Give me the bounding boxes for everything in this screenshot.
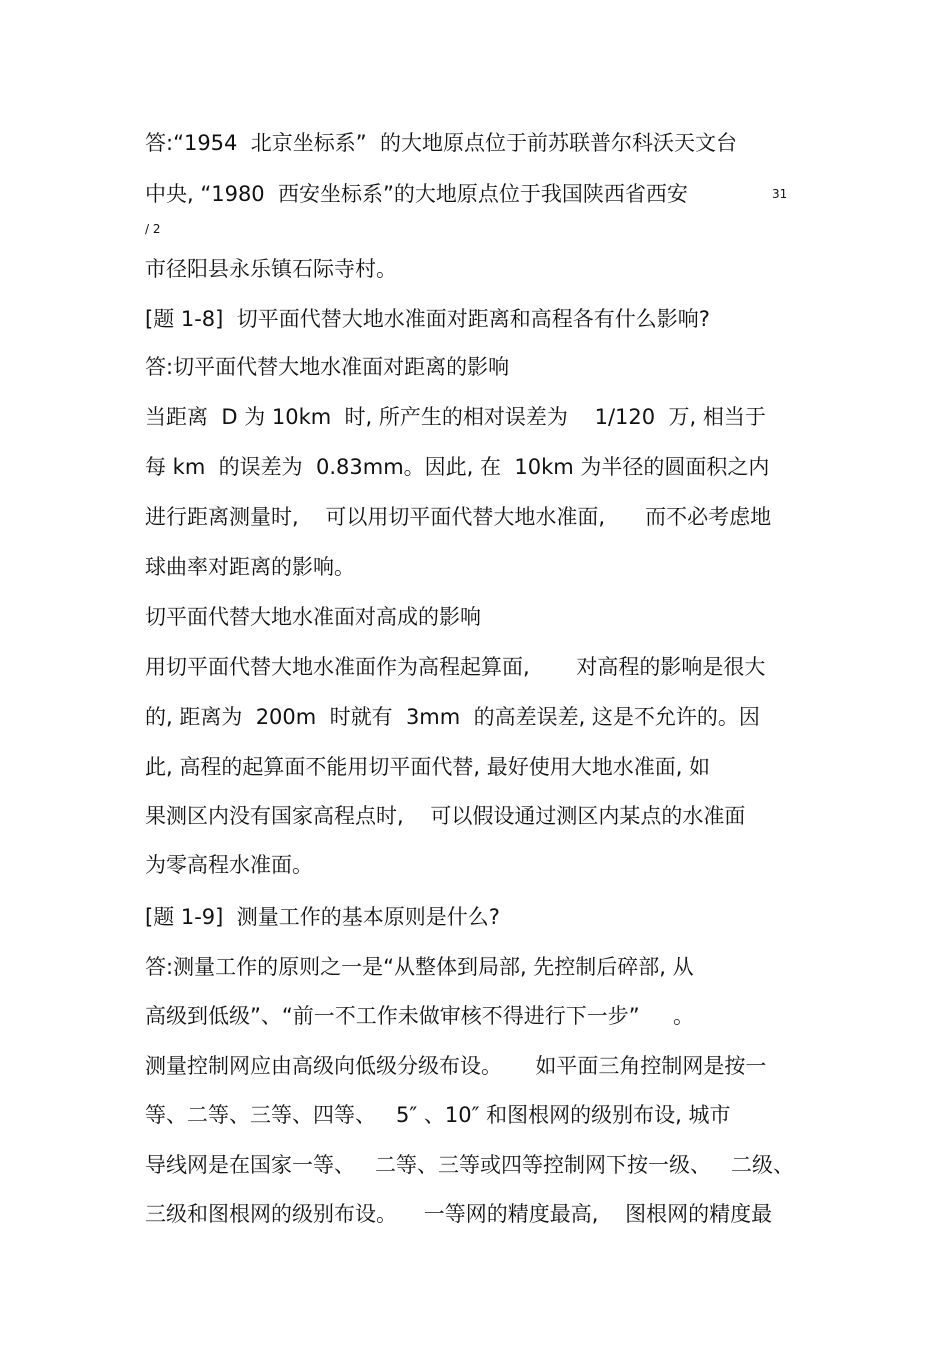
question-1-8: [题 1-8] 切平面代替大地水准面对距离和高程各有什么影响? xyxy=(145,307,710,331)
text-line-5: 答:切平面代替大地水准面对距离的影响 xyxy=(145,355,510,379)
text-line-6: 当距离 D 为 10km 时, 所产生的相对误差为 1/120 万, 相当于 xyxy=(145,405,766,429)
text-line-22: 三级和图根网的级别布设。 一等网的精度最高, 图根网的精度最 xyxy=(145,1202,773,1226)
text-line-11: 用切平面代替大地水准面作为高程起算面, 对高程的影响是很大 xyxy=(145,655,766,679)
text-line-15: 为零高程水准面。 xyxy=(145,853,313,877)
text-line-21: 导线网是在国家一等、 二等、三等或四等控制网下按一级、 二级、 xyxy=(145,1153,795,1177)
text-line-1: 答:“1954 北京坐标系” 的大地原点位于前苏联普尔科沃天文台 xyxy=(145,131,737,155)
text-line-9: 球曲率对距离的影响。 xyxy=(145,555,355,579)
text-line-3: 市径阳县永乐镇石际寺村。 xyxy=(145,257,397,281)
page-number-top: 31 xyxy=(772,187,788,201)
text-line-2: 中央, “1980 西安坐标系”的大地原点位于我国陕西省西安 xyxy=(145,182,688,206)
page-number-bottom: / 2 xyxy=(145,222,161,236)
text-line-19: 测量控制网应由高级向低级分级布设。 如平面三角控制网是按一 xyxy=(145,1054,767,1078)
text-line-17: 答:测量工作的原则之一是“从整体到局部, 先控制后碎部, 从 xyxy=(145,955,694,979)
text-line-13: 此, 高程的起算面不能用切平面代替, 最好使用大地水准面, 如 xyxy=(145,755,711,779)
text-line-20: 等、二等、三等、四等、 5″ 、10″ 和图根网的级别布设, 城市 xyxy=(145,1103,731,1127)
text-line-14: 果测区内没有国家高程点时, 可以假设通过测区内某点的水准面 xyxy=(145,804,746,828)
text-line-18: 高级到低级”、“前一不工作未做审核不得进行下一步” 。 xyxy=(145,1004,695,1028)
text-line-12: 的, 距离为 200m 时就有 3mm 的高差误差, 这是不允许的。因 xyxy=(145,705,760,729)
text-line-8: 进行距离测量时, 可以用切平面代替大地水准面, 而不必考虑地 xyxy=(145,505,772,529)
text-line-10: 切平面代替大地水准面对高成的影响 xyxy=(145,605,481,629)
question-1-9: [题 1-9] 测量工作的基本原则是什么? xyxy=(145,905,500,929)
text-line-7: 每 km 的误差为 0.83mm。因此, 在 10km 为半径的圆面积之内 xyxy=(145,455,770,479)
